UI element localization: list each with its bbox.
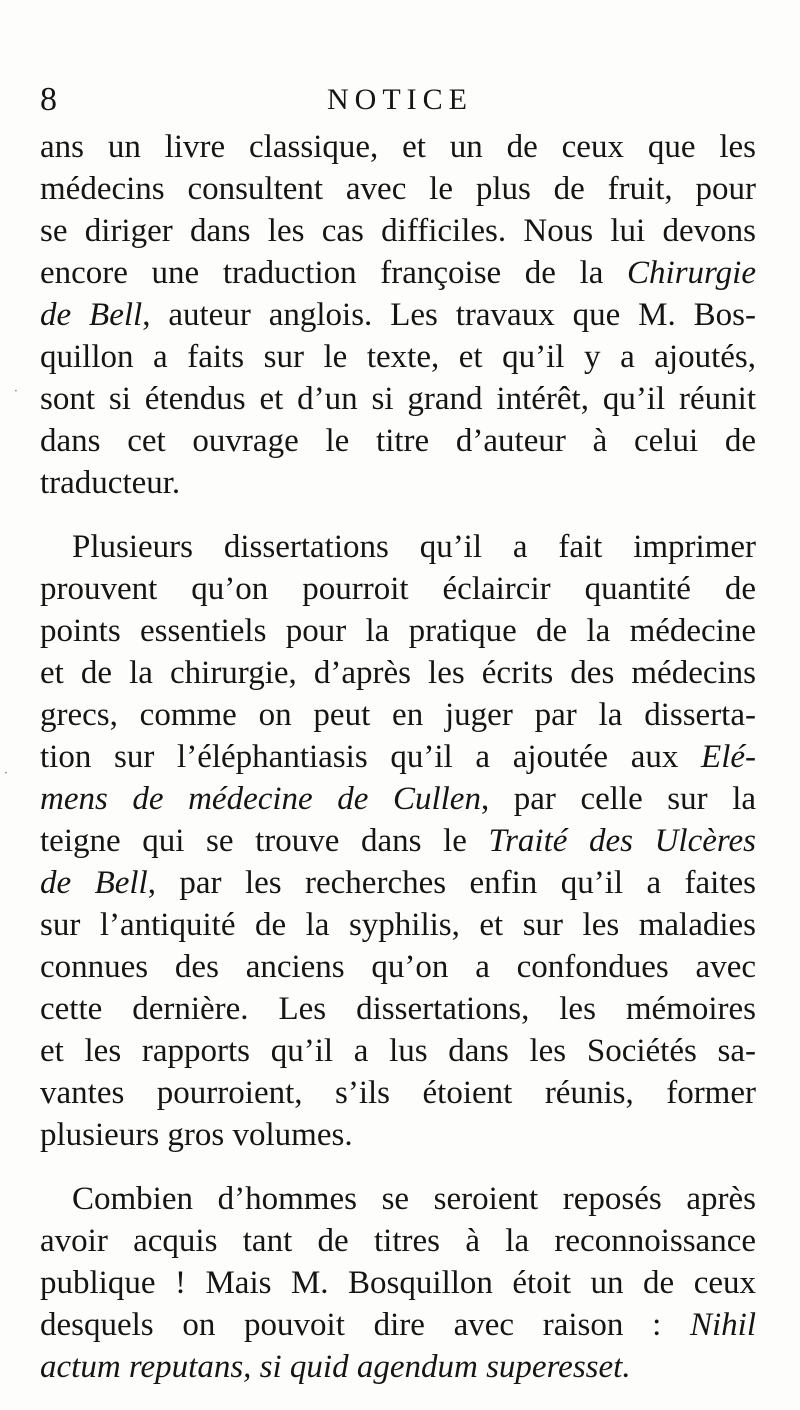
text-line [40,568,756,610]
text-segment: plusieurs gros volumes. [40,1117,353,1153]
text-segment: Plusieurs dissertations qu’il a fait imprimer [72,529,756,565]
text-segment: ans un livre classique, et un de ceux que les [40,129,756,165]
text-segment: quillon a faits sur le texte, et qu’il y a ajoutés, [40,339,756,375]
text-line [40,168,756,210]
text-segment: tion sur l’éléphantiasis qu’il a ajoutée aux [40,739,702,775]
text-segment: sont si étendus et d’un si grand intérêt, qu’il réunit [40,381,756,417]
text-line [40,1030,756,1072]
text-line [40,694,756,736]
italic-segment: mens de médecine de Cullen [40,781,481,817]
text-segment: avoir acquis tant de titres à la reconnoissance [40,1223,756,1259]
text-line [40,1114,756,1156]
running-head [38,78,762,122]
text-line [40,1178,756,1220]
text-line [40,778,756,820]
text-line [40,210,756,252]
text-segment: prouvent qu’on pourroit éclaircir quantité de [40,571,756,607]
paragraph [40,526,756,1156]
text-segment: grecs, comme on peut en juger par la disserta- [40,697,756,733]
text-segment: et de la chirurgie, d’après les écrits des médecins [40,655,756,691]
text-segment: sur l’antiquité de la syphilis, et sur les maladies [40,907,756,943]
text-segment: encore une traduction françoise de la [40,255,628,291]
text-line [40,946,756,988]
text-line [40,420,756,462]
italic-segment: de Bell [40,865,148,901]
text-line [40,652,756,694]
text-segment: médecins consultent avec le plus de fruit, pour [40,171,756,207]
page-number: 8 [40,81,57,118]
text-segment: cette dernière. Les dissertations, les mémoires [40,991,756,1027]
italic-segment: Nihil [689,1307,756,1343]
italic-segment: Chirurgie [627,255,756,291]
text-segment: , par les recherches enfin qu’il a faites [147,865,756,901]
text-segment: teigne qui se trouve dans le [40,823,489,859]
text-line [40,1220,756,1262]
text-line [40,126,756,168]
text-line [40,252,756,294]
paragraph-gap [40,504,756,526]
text-segment: publique ! Mais M. Bosquillon étoit un de ceux [40,1265,756,1301]
text-segment: desquels on pouvoit dire avec raison : [40,1307,690,1343]
text-line [40,988,756,1030]
text-segment: et les rapports qu’il a lus dans les Sociétés sa- [40,1033,756,1069]
text-line [40,904,756,946]
text-line [40,1346,756,1388]
text-line [40,336,756,378]
italic-segment: de Bell [40,297,143,333]
text-line [40,820,756,862]
text-segment: traducteur. [40,465,181,501]
body-text [40,126,756,1388]
italic-segment: actum reputans, si quid agendum superesset. [40,1349,631,1385]
text-segment: connues des anciens qu’on a confondues avec [40,949,756,985]
text-line [40,862,756,904]
text-segment: dans cet ouvrage le titre d’auteur à celui de [40,423,756,459]
margin-dot: · [14,384,18,398]
paragraph-gap [40,1156,756,1178]
text-line [40,1262,756,1304]
italic-segment: Elé- [701,739,756,775]
running-title: NOTICE [327,83,473,116]
italic-segment: Traité des Ulcères [488,823,756,859]
text-segment: , par celle sur la [480,781,757,817]
text-line [40,526,756,568]
margin-dot: · [4,766,8,780]
text-line [40,736,756,778]
text-segment: , auteur anglois. Les travaux que M. Bos- [142,297,756,333]
paragraph [40,1178,756,1388]
text-segment: se diriger dans les cas difficiles. Nous lui devons [40,213,756,249]
text-line [40,1072,756,1114]
text-segment: points essentiels pour la pratique de la médecine [40,613,756,649]
text-segment: vantes pourroient, s’ils étoient réunis, former [40,1075,756,1111]
text-segment: Combien d’hommes se seroient reposés après [72,1181,756,1217]
text-line [40,610,756,652]
paragraph [40,126,756,504]
text-line [40,462,756,504]
text-line [40,1304,756,1346]
text-line [40,294,756,336]
text-line [40,378,756,420]
